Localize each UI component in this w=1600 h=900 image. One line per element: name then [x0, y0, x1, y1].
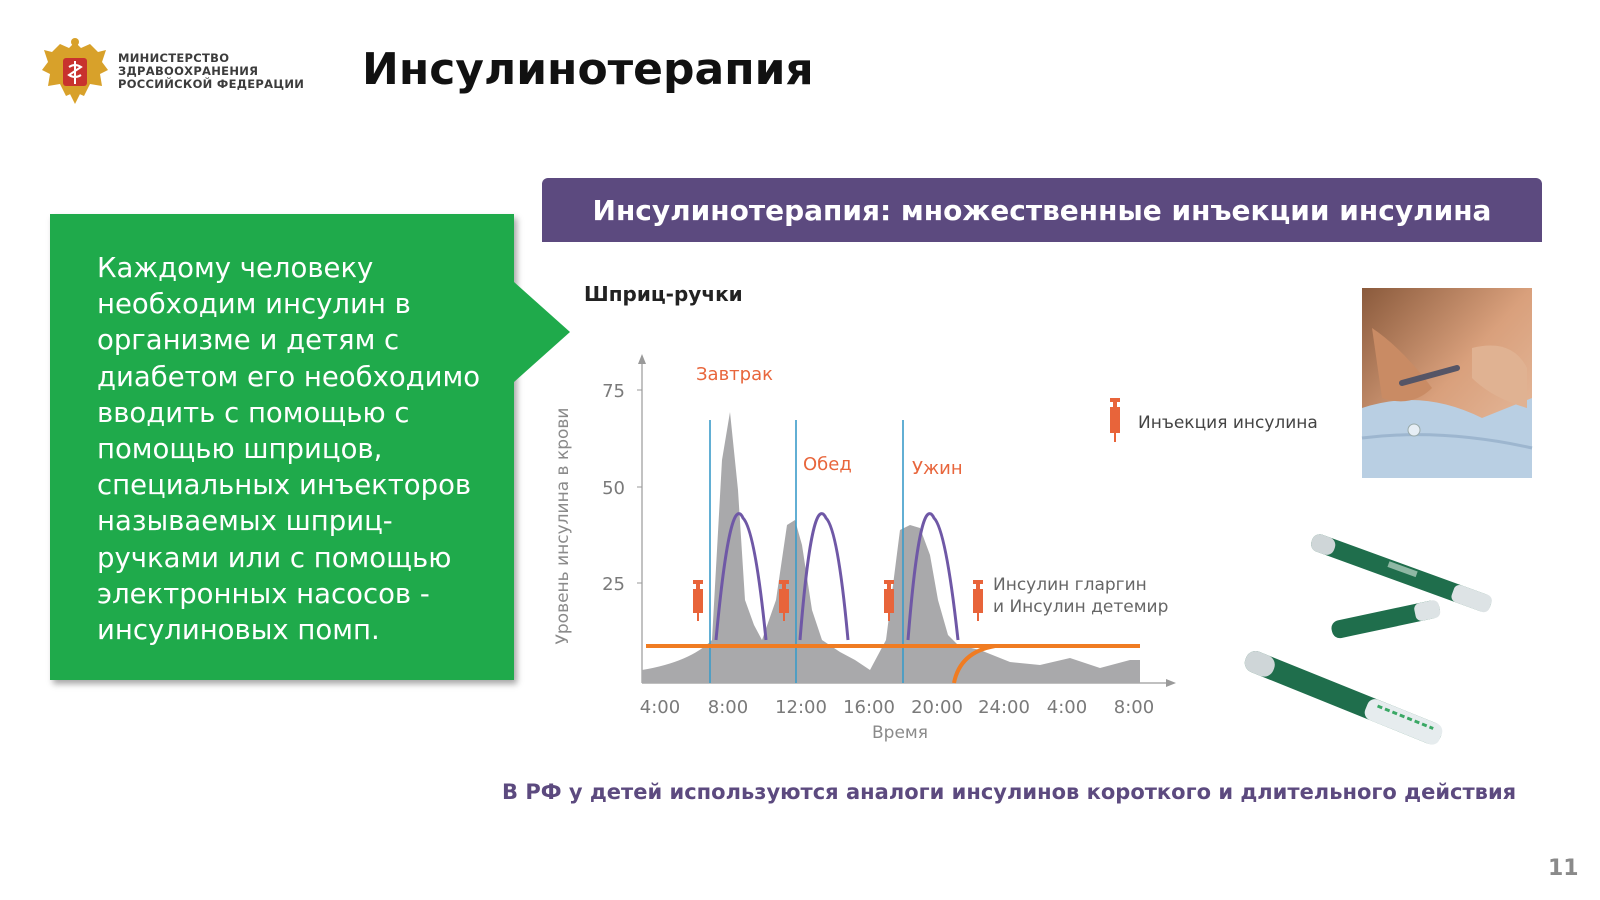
ministry-line: РОССИЙСКОЙ ФЕДЕРАЦИИ — [118, 77, 305, 91]
syringe-legend-icon — [1110, 398, 1120, 442]
basal-label: Инсулин гларгин — [993, 575, 1147, 595]
x-axis-label: Время — [872, 723, 928, 743]
x-tick-label: 20:00 — [911, 697, 963, 718]
meal-label: Завтрак — [696, 364, 773, 385]
insulin-pens-image — [1245, 520, 1515, 750]
legend-injection-label: Инъекция инсулина — [1138, 413, 1318, 433]
injection-photo — [1362, 288, 1532, 478]
x-tick-label: 8:00 — [1113, 697, 1155, 718]
y-axis-label: Уровень инсулина в крови — [553, 407, 573, 645]
banner-title: Инсулинотерапия: множественные инъекции инсулина — [592, 193, 1492, 227]
ministry-emblem-icon — [40, 36, 110, 108]
x-tick-label: 16:00 — [843, 697, 895, 718]
x-axis-arrow — [1166, 679, 1176, 687]
syringe-icon — [973, 580, 983, 621]
x-tick-label: 4:00 — [1046, 697, 1088, 718]
section-banner — [542, 178, 1542, 242]
meal-label: Обед — [803, 454, 852, 475]
y-tick-label: 25 — [602, 574, 625, 595]
x-tick-label: 8:00 — [707, 697, 749, 718]
callout-text: Каждому человеку необходим инсулин в организме и детям с диабетом его необходимо вводить с помощью с помощью шприцов, специальных инъекторов называемых шприц-ручками или с помощью электронных насосов - инсулиновых помп. — [97, 252, 481, 647]
meal-label: Ужин — [912, 458, 963, 479]
ministry-line: МИНИСТЕРСТВО — [118, 51, 230, 65]
page-number: 11 — [1548, 856, 1579, 881]
basal-label: и Инсулин детемир — [993, 597, 1169, 617]
y-axis-arrow — [638, 354, 646, 364]
y-tick-label: 75 — [602, 381, 625, 402]
syringe-icon — [693, 580, 703, 621]
x-tick-label: 4:00 — [639, 697, 681, 718]
y-tick-label: 50 — [602, 478, 625, 499]
footnote: В РФ у детей используются аналоги инсулинов короткого и длительного действия — [502, 780, 1517, 804]
page-title: Инсулинотерапия — [362, 44, 814, 95]
ministry-name — [118, 52, 318, 91]
ministry-line: ЗДРАВООХРАНЕНИЯ — [118, 64, 259, 78]
x-tick-label: 24:00 — [978, 697, 1030, 718]
x-tick-label: 12:00 — [775, 697, 827, 718]
chart-heading: Шприц-ручки — [584, 282, 743, 306]
insulin-level-area — [642, 412, 1140, 683]
insulin-chart — [540, 340, 1318, 743]
